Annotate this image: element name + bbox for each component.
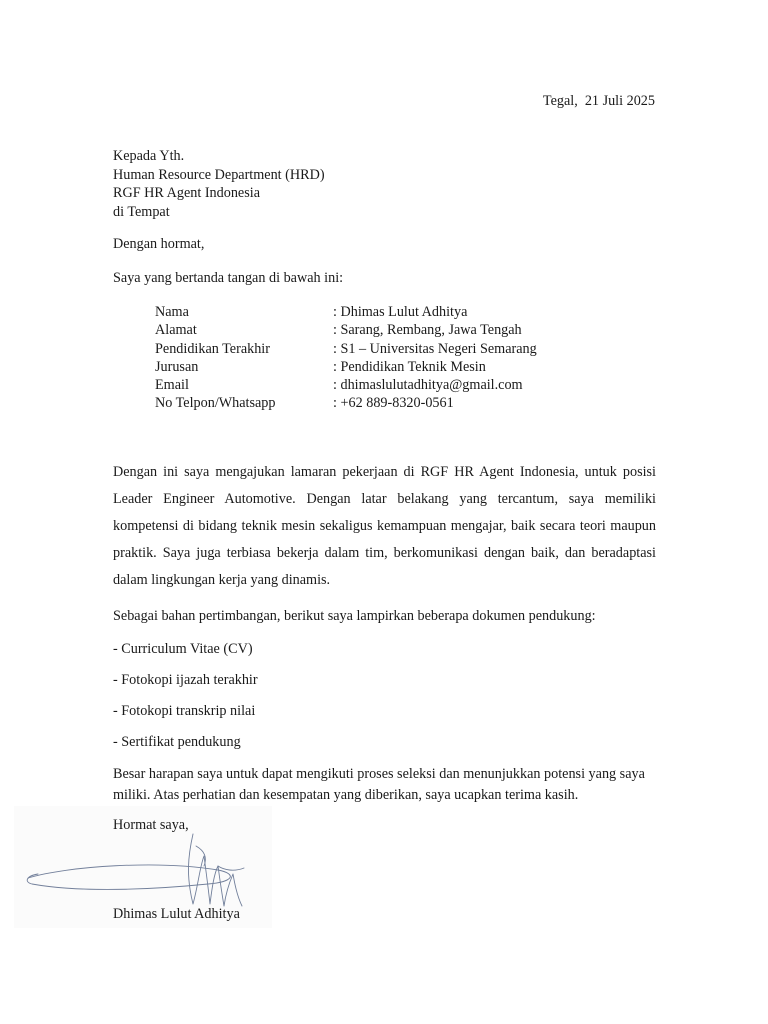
detail-value: : Pendidikan Teknik Mesin — [333, 358, 486, 375]
detail-label: Alamat — [155, 322, 197, 339]
detail-value: : Sarang, Rembang, Jawa Tengah — [333, 322, 522, 339]
detail-row-major — [155, 358, 537, 376]
detail-row-address — [155, 321, 537, 339]
detail-value: : S1 – Universitas Negeri Semarang — [333, 340, 537, 357]
attachments-lead: Sebagai bahan pertimbangan, berikut saya lampirkan beberapa dokumen pendukung: — [113, 608, 596, 624]
attachment-item: - Fotokopi ijazah terakhir — [113, 672, 258, 688]
detail-value: : dhimaslulutadhitya@gmail.com — [333, 377, 523, 394]
detail-row-name — [155, 303, 537, 321]
detail-value: : Dhimas Lulut Adhitya — [333, 304, 468, 320]
detail-label: No Telpon/Whatsapp — [155, 395, 276, 412]
detail-label: Email — [155, 377, 189, 394]
attachment-item: - Curriculum Vitae (CV) — [113, 641, 253, 657]
recipient-company: RGF HR Agent Indonesia — [113, 185, 260, 201]
regards: Hormat saya, — [113, 817, 189, 833]
attachment-item: - Fotokopi transkrip nilai — [113, 703, 256, 719]
greeting: Dengan hormat, — [113, 236, 205, 252]
handwritten-signature — [18, 826, 258, 916]
detail-row-phone — [155, 394, 537, 412]
intro-line: Saya yang bertanda tangan di bawah ini: — [113, 270, 344, 286]
recipient-department: Human Resource Department (HRD) — [113, 166, 325, 183]
letter-date: Tegal, 21 Juli 2025 — [542, 93, 655, 109]
recipient-block — [113, 147, 325, 221]
detail-value: : +62 889-8320-0561 — [333, 395, 454, 412]
detail-label: Pendidikan Terakhir — [155, 340, 270, 357]
detail-row-education — [155, 340, 537, 358]
closing-paragraph: Besar harapan saya untuk dapat mengikuti proses seleksi dan menunjukkan potensi yang saya miliki. Atas perhatian dan kesempatan yang diberikan, saya ucapkan terima kasih. — [113, 766, 645, 803]
signer-name: Dhimas Lulut Adhitya — [113, 906, 240, 922]
recipient-location: di Tempat — [113, 203, 170, 220]
recipient-salutation: Kepada Yth. — [113, 148, 185, 164]
detail-label: Jurusan — [155, 358, 199, 375]
personal-details — [155, 303, 537, 413]
attachment-item: - Sertifikat pendukung — [113, 734, 241, 750]
detail-label: Nama — [155, 304, 189, 320]
detail-row-email — [155, 376, 537, 394]
body-paragraph: Dengan ini saya mengajukan lamaran pekerjaan di RGF HR Agent Indonesia, untuk posisi Leader Engineer Automotive. Dengan latar belakang yang tercantum, saya memiliki kompetensi di bidang teknik mesin sekaligus kemampuan mengajar, baik secara teori maupun praktik. Saya juga terbiasa bekerja dalam tim, berkomunikasi dengan baik, dan beradaptasi dalam lingkungan kerja yang dinamis. — [113, 464, 656, 588]
